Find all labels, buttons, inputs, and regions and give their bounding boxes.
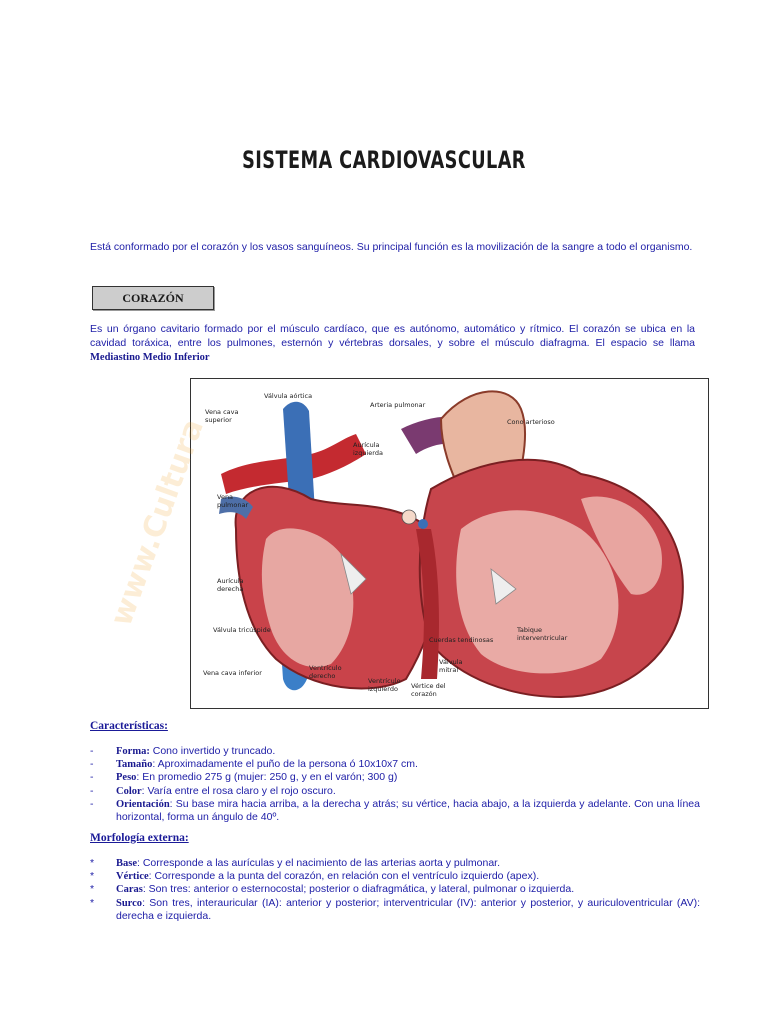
label-valvula-tricuspide: Válvula tricúspide <box>213 626 271 634</box>
label-cono-arterioso: Cono arterioso <box>507 418 555 426</box>
label-cuerdas-tendinosas: Cuerdas tendinosas <box>429 636 494 644</box>
morfologia-heading: Morfología externa: <box>90 832 189 844</box>
list-item: - Orientación: Su base mira hacia arriba, a la derecha y atrás; su vértice, hacia abajo, a la izquierda y adelante. Con una línea horizontal, forma un ángulo de 40º. <box>90 797 700 824</box>
list-item: - Tamaño: Aproximadamente el puño de la persona ó 10x10x7 cm. <box>90 758 418 771</box>
label-tabique: Tabique interventricular <box>517 626 568 642</box>
label-vertice: Vértice del corazón <box>411 682 446 698</box>
intro-paragraph: Está conformado por el corazón y los vasos sanguíneos. Su principal función es la movilización de la sangre a todo el organismo. <box>90 241 693 253</box>
list-item: * Base: Corresponde a las aurículas y el nacimiento de las arterias aorta y pulmonar. <box>90 857 501 869</box>
label-vena-pulmonar: Vena pulmonar <box>217 493 249 509</box>
label-valvula-aortica: Válvula aórtica <box>264 392 313 400</box>
corazon-paragraph <box>90 322 695 365</box>
list-item: * Surco: Son tres, interauricular (IA): anterior y posterior; interventricular (IV): anterior y posterior, y auriculoventricular (AV): derecha e izquierda. <box>90 896 700 922</box>
list-item: * Caras: Son tres: anterior o esternocostal; posterior o diafragmática, y lateral, pulmonar o izquierda. <box>90 883 575 896</box>
corazon-text: Es un órgano cavitario formado por el músculo cardíaco, que es autónomo, automático y rítmico. El corazón se ubica en la cavidad toráxica, entre los pulmones, esternón y vértebras dorsales, y sobre el músculo diafragma. El espacio se llama <box>90 323 695 349</box>
caracteristicas-list <box>90 745 700 824</box>
label-vena-cava-superior: Vena cava superior <box>205 408 239 424</box>
mediastino-term: Mediastino Medio Inferior <box>90 352 210 363</box>
label-arteria-pulmonar: Arteria pulmonar <box>370 401 426 409</box>
label-auricula-izquierda: Aurícula izquierda <box>353 441 383 457</box>
heart-diagram <box>103 378 709 709</box>
list-item: * Vértice: Corresponde a la punta del corazón, en relación con el ventrículo izquierdo (apex). <box>90 870 540 883</box>
section-heading-corazon: CORAZÓN <box>92 286 214 310</box>
label-auricula-derecha: Aurícula derecha <box>217 577 244 593</box>
label-vena-cava-inferior: Vena cava inferior <box>203 669 262 677</box>
list-item: - Forma: Cono invertido y truncado. <box>90 745 276 757</box>
label-valvula-mitral: Válvula mitral <box>439 658 463 674</box>
list-item: - Peso: En promedio 275 g (mujer: 250 g, y en el varón; 300 g) <box>90 771 398 784</box>
label-ventriculo-izquierdo: Ventrículo izquierdo <box>368 677 401 693</box>
watermark-text: www.Cultura <box>103 414 211 631</box>
caracteristicas-heading: Características: <box>90 720 168 732</box>
morfologia-list <box>90 857 700 923</box>
label-ventriculo-derecho: Ventrículo derecho <box>309 664 342 680</box>
list-item: - Color: Varía entre el rosa claro y el rojo oscuro. <box>90 784 336 797</box>
watermark <box>104 415 211 631</box>
page-title: SISTEMA CARDIOVASCULAR <box>242 146 526 174</box>
